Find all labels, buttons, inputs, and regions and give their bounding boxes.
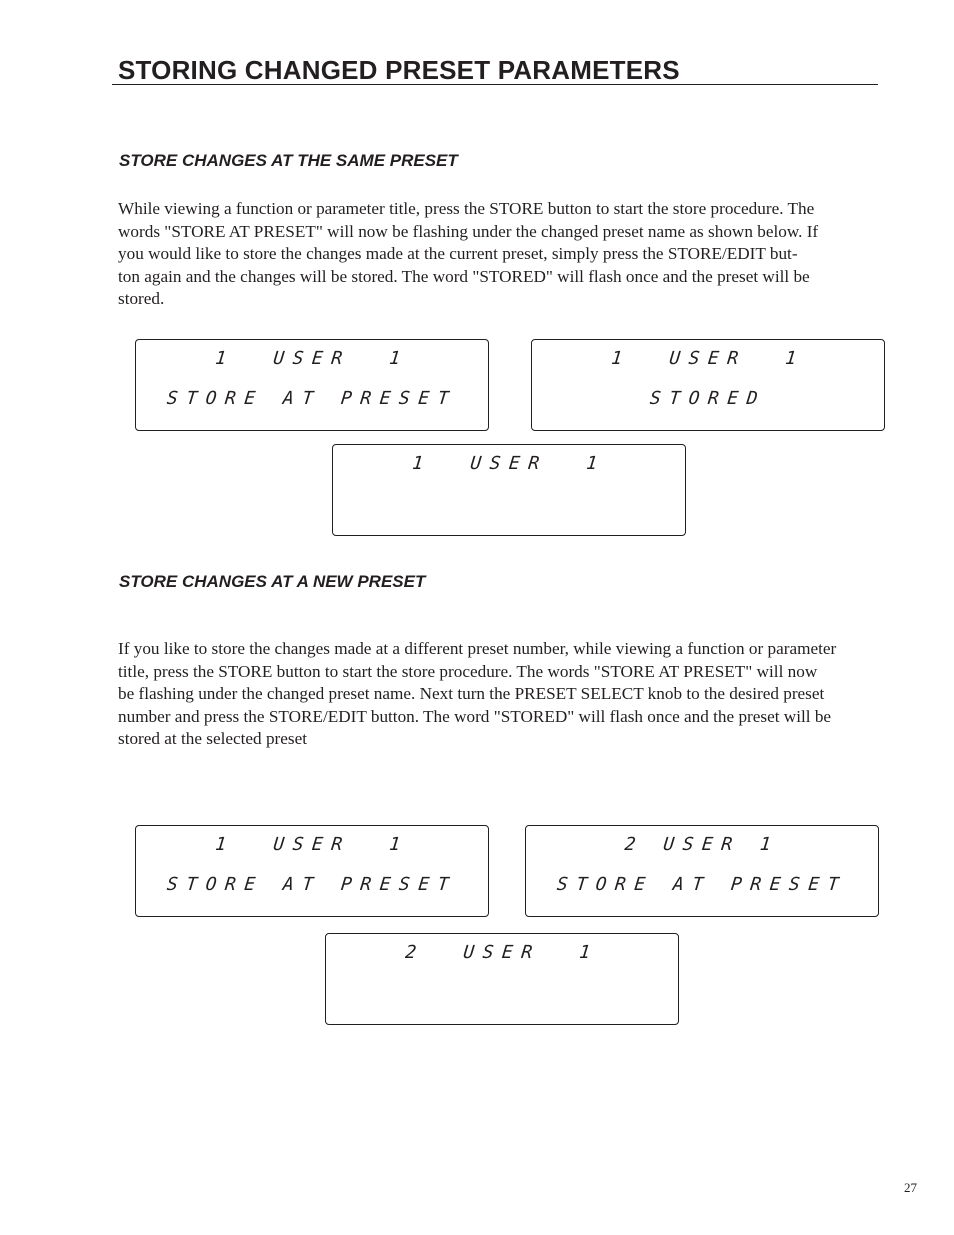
title-rule xyxy=(112,84,878,85)
lcd-display xyxy=(325,933,679,1025)
lcd-line-2: STORE AT PRESET xyxy=(165,388,459,409)
section-body-same-preset: While viewing a function or parameter title, press the STORE button to start the store procedure. The words "STORE AT PRESET" will now be flashing under the changed preset name as shown below. If you would like to store the changes made at the current preset, simply press the STORE/EDIT but- ton again and the changes will be stored. The word "STORED" will flash once and the preset will be stored. xyxy=(118,199,819,309)
section-heading-new-preset: STORE CHANGES AT A NEW PRESET xyxy=(119,572,426,591)
section-body-new-preset: If you like to store the changes made at a different preset number, while viewing a function or parameter title, press the STORE button to start the store procedure. The words "STORE AT PRESET" will now be flashing under the changed preset name. Next turn the PRESET SELECT knob to the desired preset number and press the STORE/EDIT button. The word "STORED" will flash once and the preset will be stored at the selected preset xyxy=(118,639,837,749)
lcd-display xyxy=(531,339,885,431)
lcd-line-2: STORED xyxy=(648,388,768,409)
lcd-line-2: STORE AT PRESET xyxy=(165,874,459,895)
lcd-display xyxy=(525,825,879,917)
lcd-display xyxy=(135,825,489,917)
lcd-line-1: 1 USER 1 xyxy=(214,348,410,369)
lcd-line-1: 1 USER 1 xyxy=(214,834,410,855)
section-heading-same-preset: STORE CHANGES AT THE SAME PRESET xyxy=(119,151,458,170)
lcd-line-1: 2 USER 1 xyxy=(404,942,600,963)
lcd-display xyxy=(332,444,686,536)
page-title: STORING CHANGED PRESET PARAMETERS xyxy=(118,55,680,85)
lcd-display xyxy=(135,339,489,431)
lcd-line-2: STORE AT PRESET xyxy=(555,874,849,895)
page-number: 27 xyxy=(904,1180,917,1195)
lcd-line-1: 1 USER 1 xyxy=(610,348,806,369)
lcd-line-1: 1 USER 1 xyxy=(411,453,607,474)
lcd-line-1: 2 USER 1 xyxy=(623,834,781,855)
